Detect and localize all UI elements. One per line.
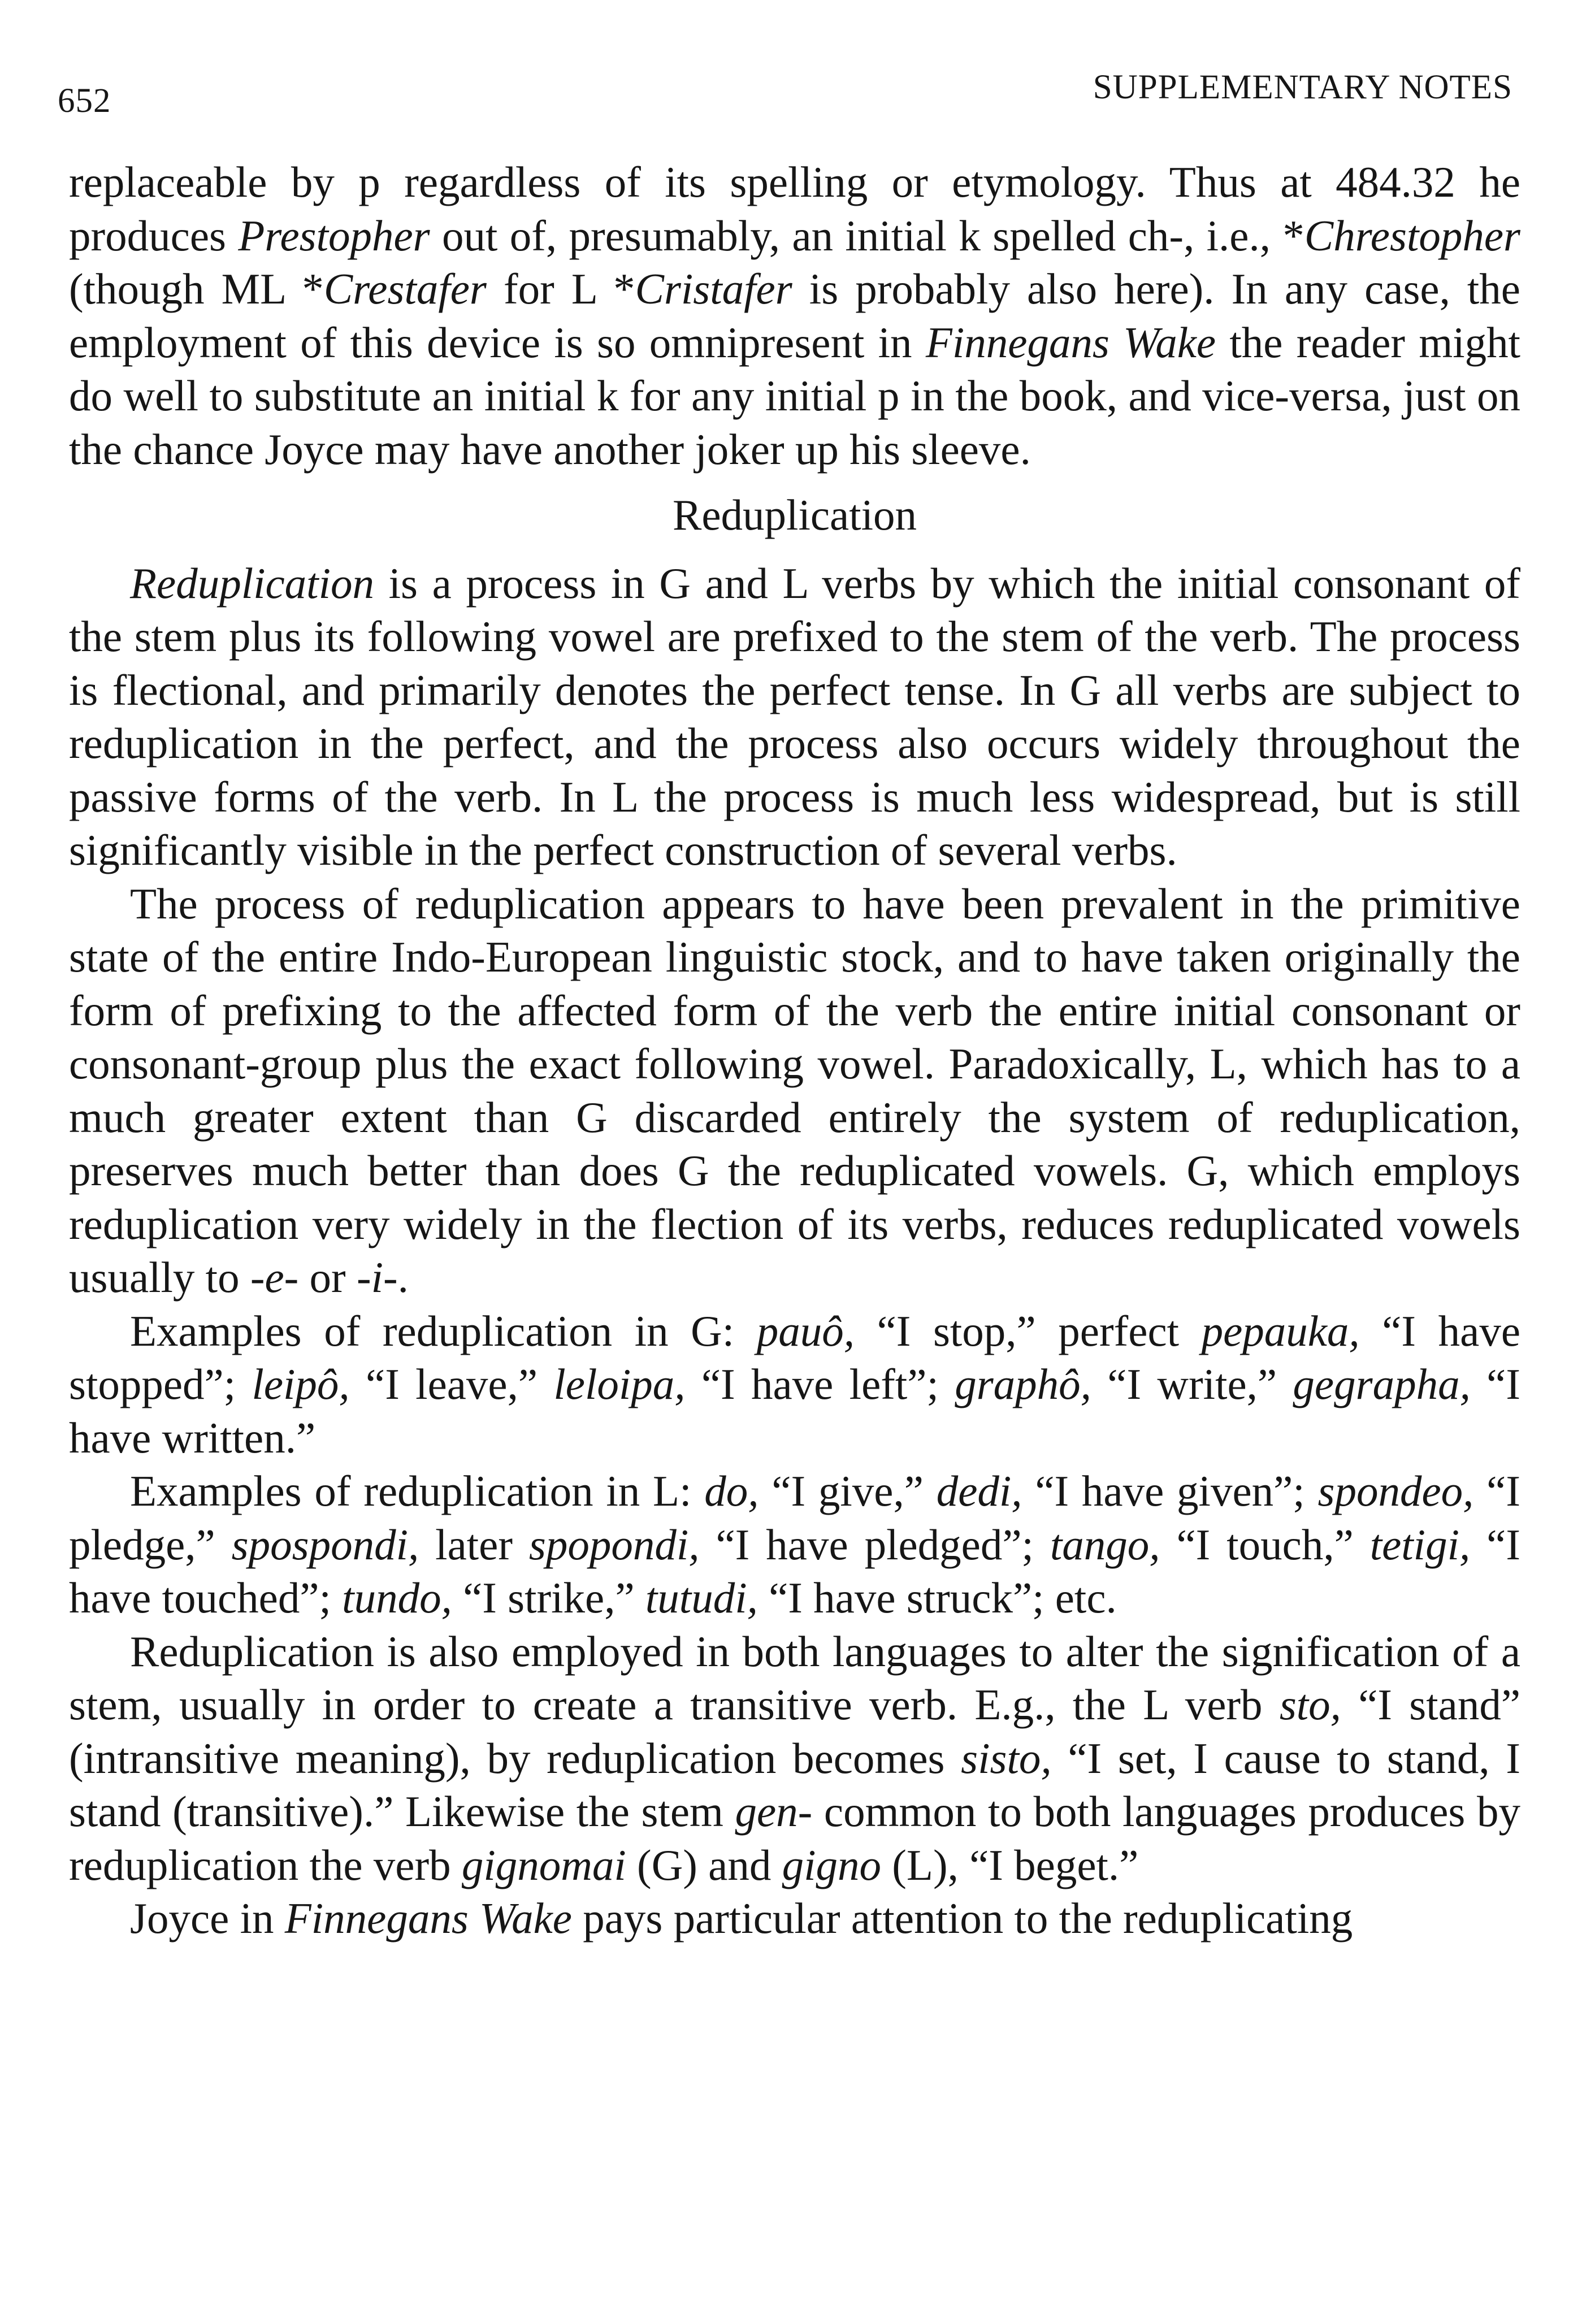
text-run: “I have written.” [69, 1360, 1520, 1462]
paragraph [69, 155, 1520, 476]
text-run: Joyce in [130, 1894, 285, 1943]
italic-text: gen- [735, 1787, 813, 1836]
italic-text: spopondi, [528, 1520, 700, 1569]
italic-text: sto, [1279, 1680, 1341, 1729]
text-run: “I have pledged”; [699, 1520, 1050, 1569]
italic-text: Cristafer [635, 265, 792, 313]
italic-text: pauô, [756, 1306, 855, 1355]
italic-text: -i- [356, 1253, 398, 1302]
italic-text: spospondi, [231, 1520, 419, 1569]
paragraph [69, 557, 1520, 877]
text-run: “I set, I cause to stand, I stand (transitive).” Likewise the stem [69, 1733, 1521, 1836]
paragraph [69, 1304, 1520, 1465]
italic-text: Chrestopher [1304, 211, 1520, 260]
text-run: later [419, 1520, 529, 1569]
italic-text: leipô, [252, 1360, 350, 1408]
text-run: (though ML * [69, 265, 324, 313]
italic-text: gegrapha, [1293, 1360, 1471, 1408]
text-run: “I have left”; [685, 1360, 955, 1408]
text-run: The process of reduplication appears to have been prevalent in the primitive state of the entire Indo-European linguistic stock, and to have taken originally the form of prefixing to the affected form of the verb the entire initial consonant or consonant-group plus the exact following vowel. Paradoxically, L, which has to a much greater extent than G discarded entirely the system of reduplication, preserves much better than does G the reduplicated vowels. G, which employs reduplication very widely in the flection of its verbs, reduces reduplicated vowels usually to [69, 879, 1520, 1302]
paragraph [69, 1464, 1520, 1625]
text-run: (G) and [626, 1840, 782, 1889]
page-number: 652 [58, 82, 111, 120]
italic-text: Finnegans Wake [925, 318, 1216, 367]
text-run: out of, presumably, an initial k spelled ch-, i.e., * [430, 211, 1304, 260]
italic-text: do, [704, 1467, 759, 1515]
italic-text: leloipa, [553, 1360, 686, 1408]
text-run: replaceable by p regardless of its spelling or etymology. Thus at 484.32 he produces [69, 158, 1520, 260]
paragraph [69, 877, 1520, 1304]
text-run: is probably also here). In any case, the employment of this device is so omnipresent in [69, 265, 1520, 367]
text-run: “I have touched”; [69, 1520, 1520, 1622]
text-run: is a process in G and L verbs by which the initial consonant of the stem plus its following vowel are prefixed to the stem of the verb. The process is flectional, and primarily denotes the perfect tense. In G all verbs are subject to reduplication in the perfect, and the process also occurs widely throughout the passive forms of the verb. In L the process is much less widespread, but is still significantly visible in the perfect construction of several verbs. [69, 558, 1520, 874]
text-run: “I leave,” [349, 1360, 554, 1408]
text-run: common to both languages produces by reduplication the verb [69, 1787, 1520, 1889]
text-run: “I stop,” perfect [855, 1306, 1202, 1355]
text-run: pays particular attention to the reduplicating [571, 1894, 1353, 1943]
text-run: “I have stopped”; [69, 1306, 1520, 1408]
italic-text: spondeo, [1317, 1467, 1474, 1515]
italic-text: tango, [1050, 1520, 1160, 1569]
text-run: “I stand” (intransitive meaning), by reduplication becomes [69, 1680, 1521, 1783]
italic-text: Prestopher [238, 211, 430, 260]
text-run: Examples of reduplication in L: [130, 1467, 705, 1515]
text-run: “I write,” [1091, 1360, 1293, 1408]
page-header [58, 63, 1512, 120]
italic-text: tundo, [342, 1573, 452, 1622]
body-text [69, 155, 1520, 1945]
text-run: “I have given”; [1022, 1467, 1318, 1515]
text-run: “I give,” [759, 1467, 937, 1515]
italic-text: sisto, [961, 1733, 1052, 1783]
italic-text: -e- [250, 1253, 299, 1302]
italic-text: Finnegans Wake [284, 1894, 572, 1943]
italic-text: dedi, [936, 1467, 1022, 1515]
italic-text: graphô, [955, 1360, 1091, 1408]
text-run: the reader might do well to substitute an initial k for any initial p in the book, and vice-versa, just on the chance Joyce may have another joker up his sleeve. [69, 318, 1521, 474]
text-run: (L), “I beget.” [881, 1840, 1139, 1889]
italic-text: pepauka, [1201, 1306, 1360, 1355]
italic-text: tutudi, [645, 1573, 758, 1622]
italic-text: Crestafer [323, 265, 487, 313]
italic-text: gignomai [461, 1840, 626, 1889]
text-run: . [397, 1253, 409, 1302]
text-run: “I pledge,” [69, 1467, 1520, 1569]
text-run: “I strike,” [452, 1573, 645, 1622]
text-run: “I touch,” [1160, 1520, 1370, 1569]
section-heading: Reduplication [673, 491, 917, 539]
text-run: for L * [486, 265, 635, 313]
text-run: Examples of reduplication in G: [130, 1306, 757, 1355]
italic-text: gigno [782, 1840, 882, 1889]
paragraph [69, 1625, 1520, 1892]
running-head: SUPPLEMENTARY NOTES [1093, 68, 1512, 106]
text-run: Reduplication is also employed in both languages to alter the signification of a stem, usually in order to create a transitive verb. E.g., the L verb [69, 1627, 1520, 1729]
text-run: “I have struck”; etc. [757, 1573, 1117, 1622]
italic-text: tetigi, [1369, 1520, 1471, 1569]
italic-text: Reduplication [130, 558, 374, 608]
text-run: or [298, 1253, 357, 1302]
paragraph [69, 1892, 1520, 1945]
